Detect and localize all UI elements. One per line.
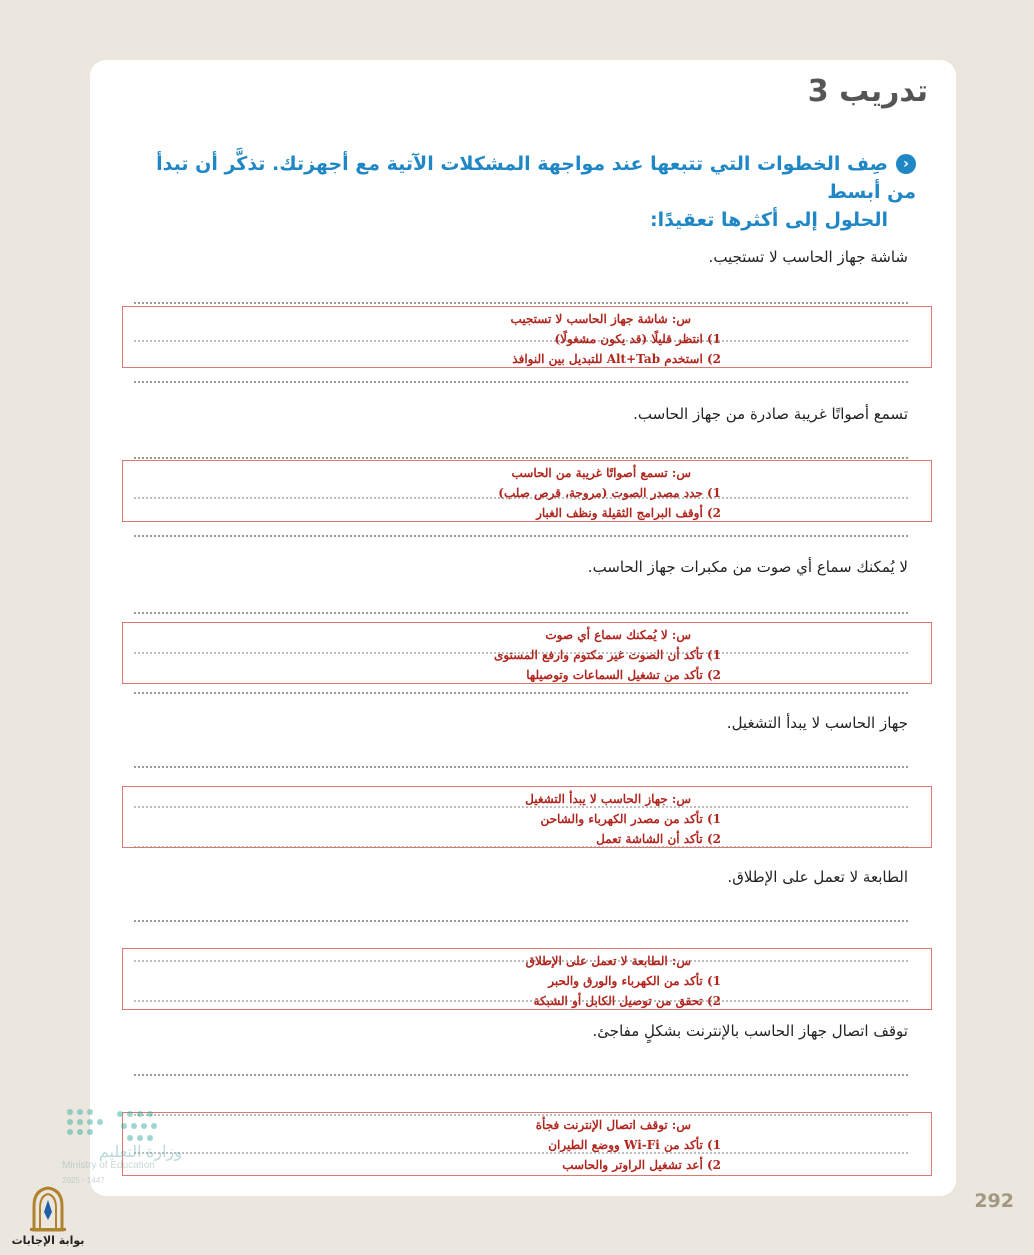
question-text: تسمع أصواتًا غريبة صادرة من جهاز الحاسب.	[633, 405, 908, 423]
ministry-year: 2025 - 1447	[62, 1176, 105, 1185]
handwritten-answer	[122, 1112, 932, 1176]
question-block	[134, 1022, 908, 1172]
answer-step: 2) تأكد أن الشاشة تعمل	[596, 832, 721, 846]
answer-step: 1) تأكد من Wi-Fi ووضع الطيران	[548, 1138, 721, 1152]
answer-line[interactable]	[134, 381, 908, 383]
question-block	[134, 868, 908, 1018]
answer-line[interactable]	[134, 692, 908, 694]
instruction	[134, 150, 916, 234]
portal-label: بوابة الإجابات	[11, 1234, 85, 1247]
question-text: توقف اتصال جهاز الحاسب بالإنترنت بشكلٍ مفاجئ.	[592, 1022, 908, 1040]
question-block	[134, 405, 908, 555]
answer-step: 1) تأكد من الكهرباء والورق والحبر	[548, 974, 721, 988]
question-block	[134, 714, 908, 864]
question-text: لا يُمكنك سماع أي صوت من مكبرات جهاز الحاسب.	[587, 558, 908, 576]
instruction-line-2: الحلول إلى أكثرها تعقيدًا:	[649, 209, 888, 231]
ministry-watermark	[62, 1104, 202, 1194]
answer-question: س: لا يُمكنك سماع أي صوت	[545, 628, 691, 642]
answer-step: 2) أعد تشغيل الراوتر والحاسب	[562, 1158, 721, 1172]
answer-step: 2) أوقف البرامج الثقيلة ونظف الغبار	[536, 506, 721, 520]
question-block	[134, 248, 908, 398]
question-text: جهاز الحاسب لا يبدأ التشغيل.	[726, 714, 908, 732]
answer-line[interactable]	[134, 766, 908, 768]
page-number: 292	[974, 1190, 1014, 1212]
answer-line[interactable]	[134, 612, 908, 614]
answer-question: س: شاشة جهاز الحاسب لا تستجيب	[510, 312, 691, 326]
chevron-circle-icon: ‹	[896, 154, 916, 174]
answer-line[interactable]	[134, 1074, 908, 1076]
answer-step: 1) تأكد أن الصوت غير مكتوم وارفع المستوى	[493, 648, 721, 662]
handwritten-answer	[122, 948, 932, 1010]
portal-logo-icon	[28, 1186, 68, 1232]
ministry-arabic-name: وزارة التعليم	[98, 1144, 182, 1161]
handwritten-answer	[122, 460, 932, 522]
answer-question: س: تسمع أصواتًا غريبة من الحاسب	[511, 466, 691, 480]
answer-line[interactable]	[134, 535, 908, 537]
answer-step: 1) حدد مصدر الصوت (مروحة، قرص صلب)	[498, 486, 721, 500]
answer-line[interactable]	[134, 302, 908, 304]
answer-question: س: الطابعة لا تعمل على الإطلاق	[525, 954, 691, 968]
answer-line[interactable]	[134, 920, 908, 922]
answers-portal-logo[interactable]	[8, 1186, 88, 1252]
answer-step: 1) تأكد من مصدر الكهرباء والشاحن	[540, 812, 721, 826]
question-text: شاشة جهاز الحاسب لا تستجيب.	[708, 248, 908, 266]
answer-step: 2) استخدم Alt+Tab للتبديل بين النوافذ	[512, 352, 721, 366]
answer-question: س: جهاز الحاسب لا يبدأ التشغيل	[525, 792, 691, 806]
ministry-logo-icon	[64, 1106, 194, 1146]
handwritten-answer	[122, 786, 932, 848]
ministry-english-name: Ministry of Education	[62, 1160, 155, 1171]
exercise-title: تدريب 3	[807, 74, 928, 109]
question-block	[134, 558, 908, 708]
worksheet-page	[90, 60, 956, 1196]
answer-step: 1) انتظر قليلًا (قد يكون مشغولًا)	[554, 332, 721, 346]
answer-line[interactable]	[134, 457, 908, 459]
answer-question: س: توقف اتصال الإنترنت فجأة	[535, 1118, 691, 1132]
instruction-line-1: صِف الخطوات التي تتبعها عند مواجهة المشكلات الآتية مع أجهزتك. تذكَّر أن تبدأ من أبسط	[156, 153, 916, 203]
handwritten-answer	[122, 306, 932, 368]
answer-step: 2) تحقق من توصيل الكابل أو الشبكة	[533, 994, 721, 1008]
question-text: الطابعة لا تعمل على الإطلاق.	[727, 868, 908, 886]
answer-step: 2) تأكد من تشغيل السماعات وتوصيلها	[526, 668, 721, 682]
handwritten-answer	[122, 622, 932, 684]
